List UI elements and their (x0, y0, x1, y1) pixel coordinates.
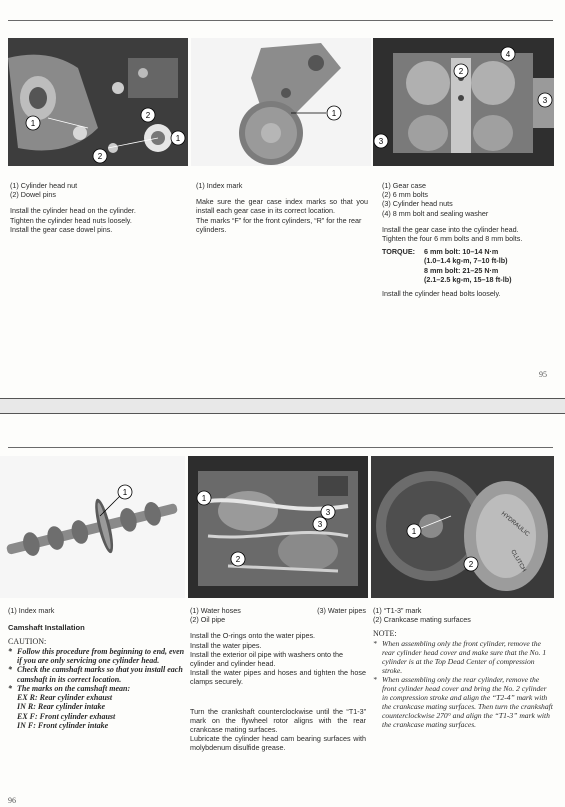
cam-mark: IN F: Front cylinder intake (17, 721, 109, 731)
paragraph: The marks “F” for the front cylinders, “R” for the rear cylinders. (196, 215, 362, 234)
bottom-col3: (1) “T1-3” mark (2) Crankcase mating surfaces NOTE: * When assembling only the front cylinder, remove the rear cylinder head cover and make sure that the No. 1 cylinder is at the Top Dead Center of compression stroke. * When assembling only the rear cylinder, remove the front cylinder head cover and bring the No. 2 cylinder in compression stroke and align the “T2-4” mark with the crankcase mating surfaces. Then turn the crankshaft counterclockwise 270° and align the “T1-3” mark with the crankcase mating surfaces. (373, 606, 553, 729)
photo-label: 3 (378, 137, 384, 146)
callout: (4) 8 mm bolt and sealing washer (382, 208, 489, 218)
torque-value: (2.1–2.5 kg-m, 15–18 ft-lb) (424, 274, 512, 284)
paragraph: Install the gear case dowel pins. (10, 224, 113, 234)
bottom-header-rule (8, 447, 553, 448)
callout: (1) Index mark (196, 181, 243, 190)
callout: (1) “T1-3” mark (373, 606, 422, 615)
photo-label: 1 (201, 494, 207, 503)
photo-label: 2 (458, 67, 464, 76)
paragraph: Install the O-rings onto the water pipes. (190, 631, 316, 641)
paragraph: Install the gear case into the cylinder head. (382, 224, 519, 234)
photo-label: 1 (331, 109, 337, 118)
paragraph: Tighten the cylinder head nuts loosely. (10, 215, 132, 225)
page-divider-bottom (0, 413, 565, 414)
note-bullet: When assembling only the front cylinder, remove the rear cylinder head cover and make sure that the No. 1 cylinder is at the Top Dead Center of compression stroke. (382, 638, 547, 675)
torque-value: 6 mm bolt: 10–14 N·m (424, 247, 499, 257)
page-divider-top (0, 398, 565, 399)
cam-mark: EX R: Rear cylinder exhaust (17, 693, 113, 703)
paragraph: Install the exterior oil pipe with washers onto the cylinder and cylinder head. (190, 649, 344, 669)
paragraph: Turn the crankshaft counterclockwise until the “T1-3” mark on the flywheel rotor aligns with the rear crankcase mating surfaces. (190, 706, 366, 735)
callout: (1) Index mark (8, 606, 55, 615)
photo-label: 1 (411, 527, 417, 536)
note-label: NOTE: (373, 629, 397, 639)
top-col3 (382, 181, 554, 298)
cam-mark: IN R: Rear cylinder intake (17, 702, 105, 712)
photo-cylinder-head (8, 38, 188, 166)
paragraph: Install the cylinder head on the cylinder. (10, 206, 136, 216)
callout: (2) 6 mm bolts (382, 190, 428, 200)
section-heading: Camshaft Installation (8, 623, 85, 633)
top-col2 (196, 181, 368, 234)
photo-label: 4 (505, 50, 511, 59)
photo-label: 3 (317, 520, 323, 529)
caution-bullet: Follow this procedure from beginning to end, even if you are only servicing one cylinder head. (17, 646, 185, 665)
photo-text: CLUTCH (509, 549, 527, 574)
page-divider (0, 398, 565, 414)
photo-label: 1 (175, 134, 181, 143)
callout: (1) Water hoses (190, 606, 241, 615)
cam-mark: EX F: Front cylinder exhaust (17, 711, 116, 721)
photo-flywheel (371, 456, 554, 598)
callout: (1) Cylinder head nut (10, 181, 78, 190)
paragraph: Tighten the four 6 mm bolts and 8 mm bolts. (382, 234, 523, 244)
callout: (2) Oil pipe (190, 615, 226, 625)
callout: (2) Dowel pins (10, 190, 56, 200)
callout: (2) Crankcase mating surfaces (373, 615, 471, 625)
torque-value: 8 mm bolt: 21–25 N·m (424, 265, 499, 275)
photo-label: 1 (30, 119, 36, 128)
photo-label: 2 (468, 560, 474, 569)
photo-water-pipes (188, 456, 368, 598)
caution-bullet: Check the camshaft marks so that you install each camshaft in its correct location. (17, 665, 183, 684)
page-number-95: 95 (539, 370, 547, 379)
photo-label: 2 (145, 111, 151, 120)
photo-label: 2 (97, 152, 103, 161)
photo-label: 2 (235, 555, 241, 564)
callout: (1) Gear case (382, 181, 426, 190)
paragraph: Lubricate the cylinder head cam bearing surfaces with molybdenum disulfide grease. (190, 734, 366, 753)
torque-block (382, 247, 554, 284)
paragraph: Install the cylinder head bolts loosely. (382, 289, 501, 299)
torque-label: TORQUE: (382, 247, 416, 257)
bottom-col1: (1) Index mark Camshaft Installation CAUTION: * Follow this procedure from beginning to end, even if you are only servicing one cylinder head. * Check the camshaft marks so that you install each camshaft in its correct location. * The marks on the camshaft mean: EX R: Rear cylinder exhaust IN R: Rear cylinder intake EX F: Front cylinder exhaust IN F: Front cylinder intake (8, 606, 185, 731)
bottom-col2 (190, 606, 366, 753)
callout: (3) Cylinder head nuts (382, 199, 453, 209)
top-header-rule (8, 20, 553, 21)
callout: (3) Water pipes (317, 606, 366, 615)
page-number-96: 96 (8, 796, 16, 805)
photo-text: HYDRAULIC (499, 510, 531, 538)
paragraph: Make sure the gear case index marks so that you install each gear case in its correct location. (196, 197, 368, 216)
caution-bullet: The marks on the camshaft mean: (17, 683, 131, 693)
paragraph: Install the water pipes and hoses and tighten the hose clamps securely. (190, 668, 366, 687)
photo-camshaft (0, 456, 185, 598)
photo-label: 3 (542, 96, 548, 105)
paragraph: Install the water pipes. (190, 640, 262, 650)
photo-gear-case (191, 38, 371, 166)
photo-label: 3 (325, 508, 331, 517)
note-bullet: When assembling only the rear cylinder, remove the front cylinder head cover and bring the No. 2 cylinder in compression stroke and align the “T2-4” mark with the crankcase mating surfaces. Then turn the crankshaft counterclockwise 270° and align the “T1-3” mark with the crankcase mating surfaces. (382, 674, 553, 729)
caution-label: CAUTION: (8, 637, 47, 647)
top-col1 (10, 181, 188, 234)
photo-label: 1 (122, 488, 128, 497)
photo-gear-case-installed (373, 38, 554, 166)
torque-value: (1.0–1.4 kg-m, 7–10 ft-lb) (424, 256, 508, 266)
